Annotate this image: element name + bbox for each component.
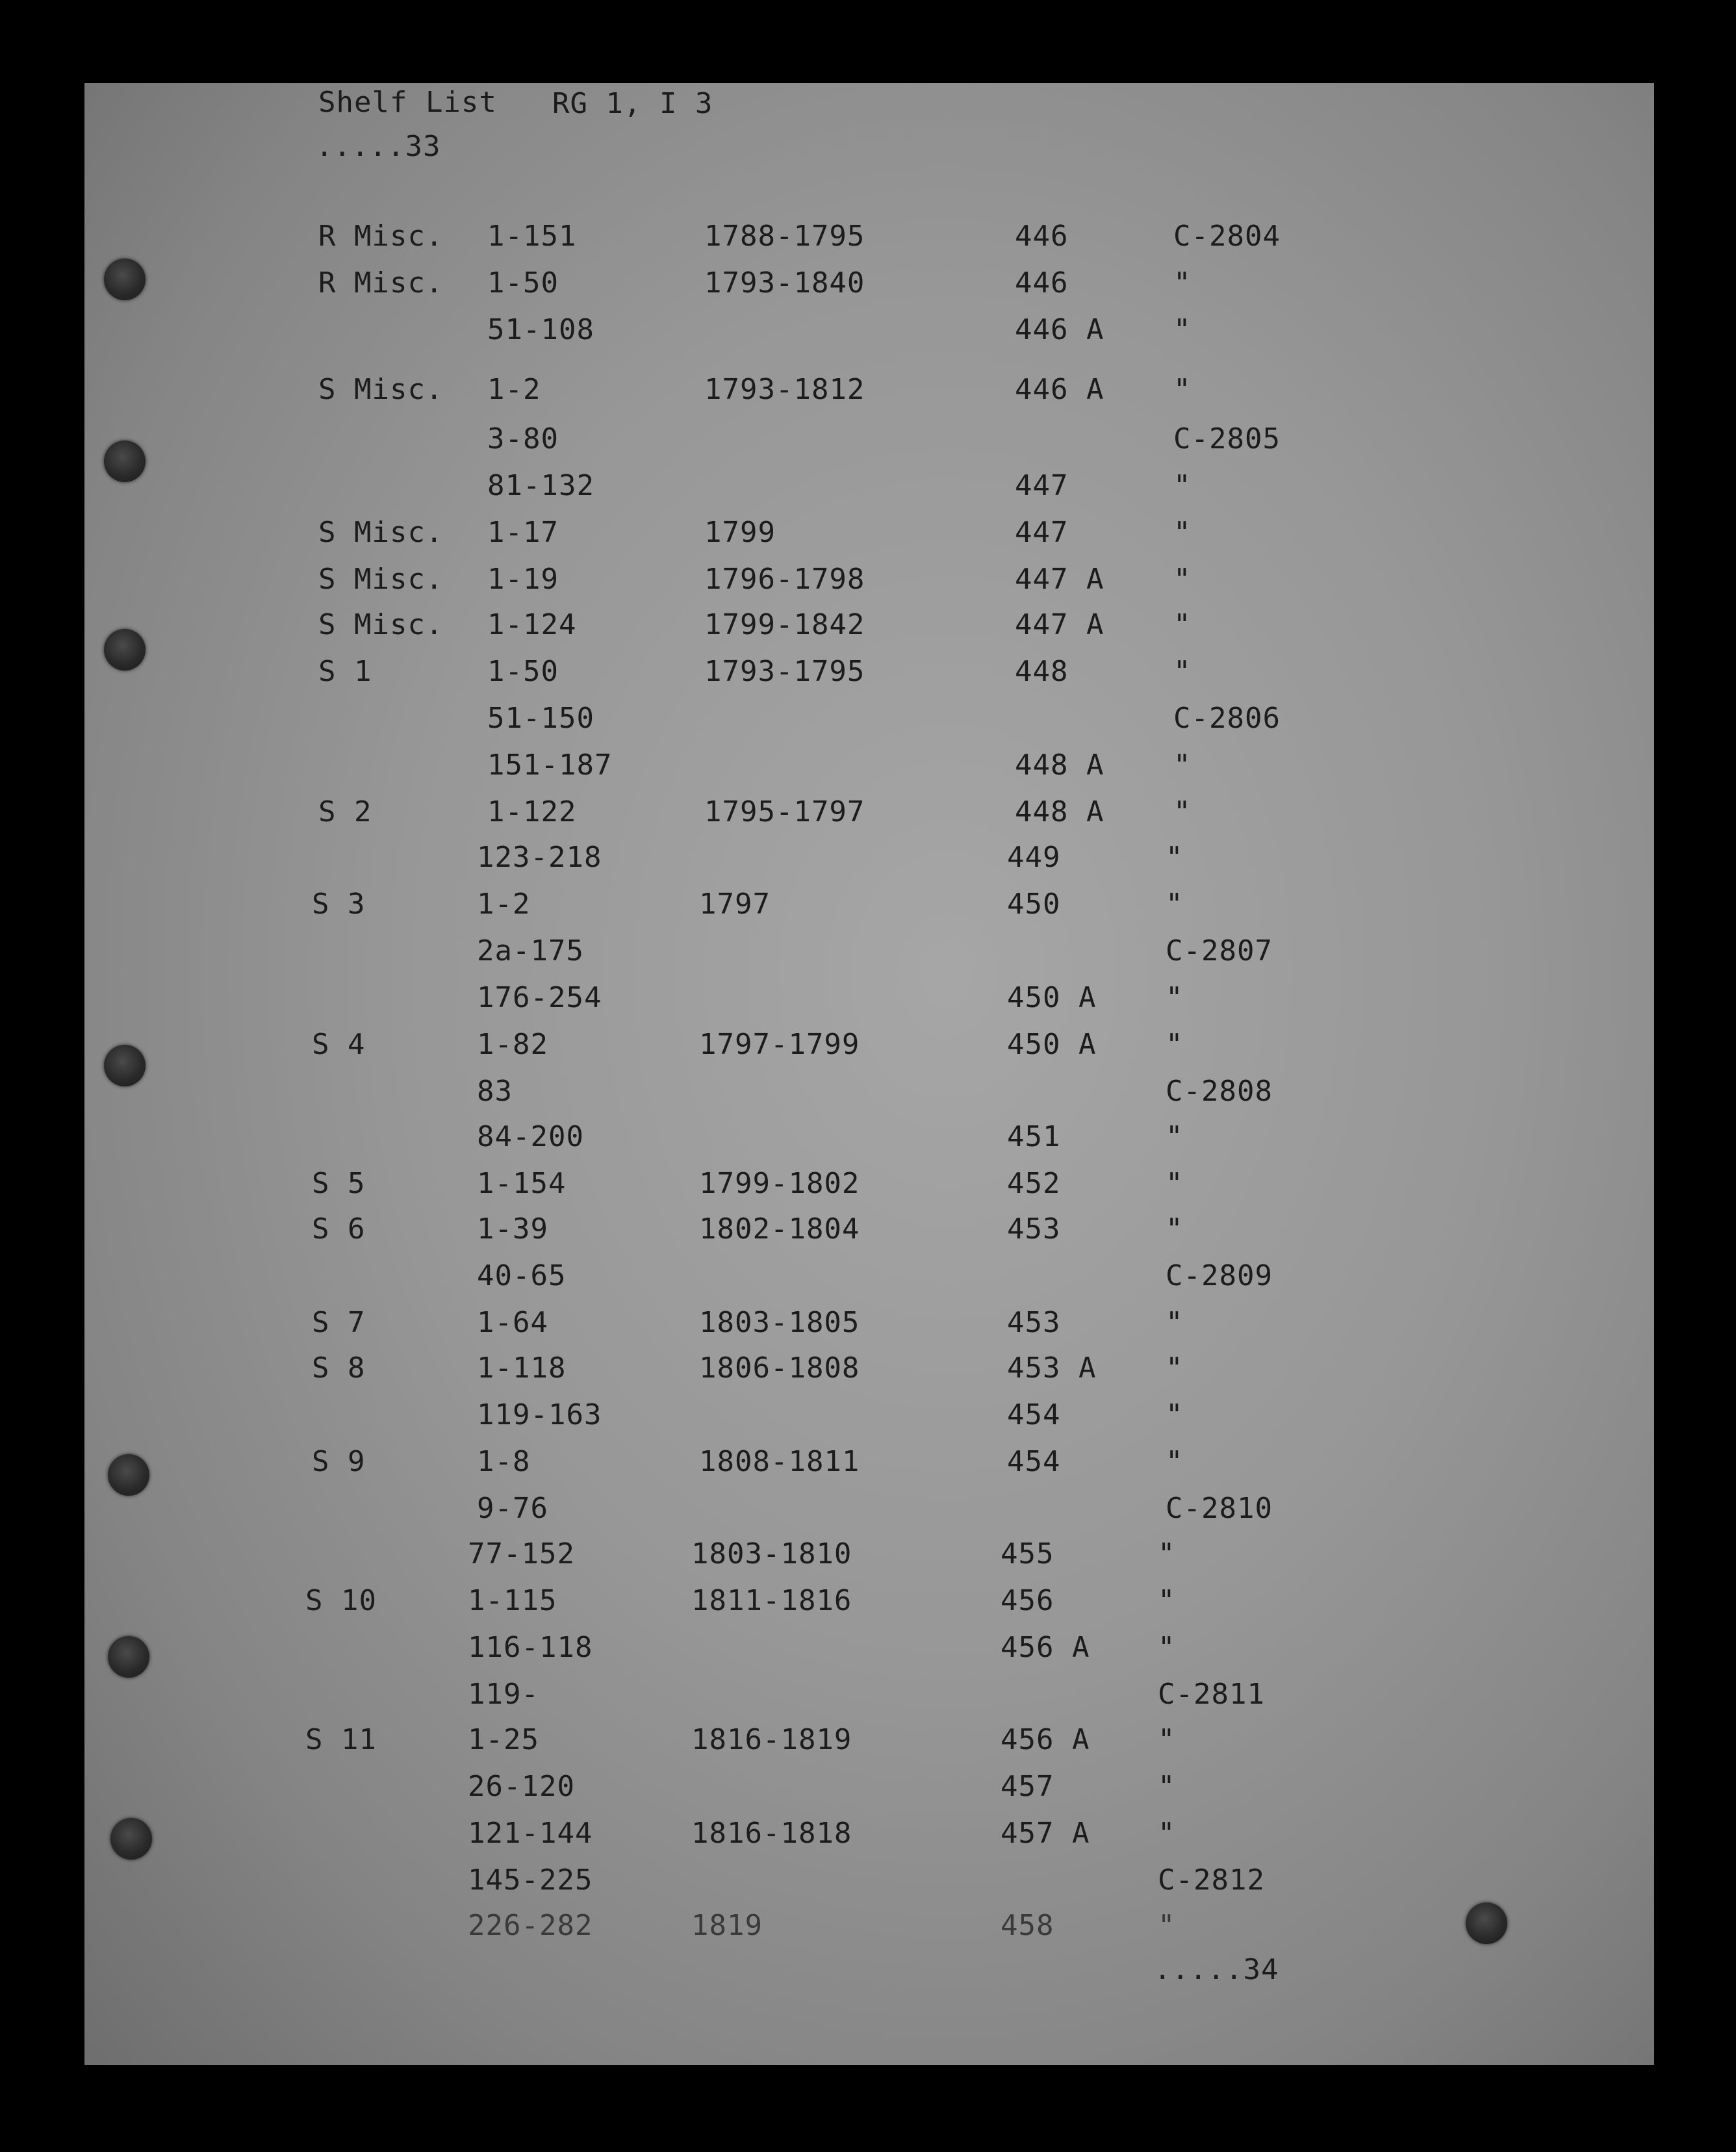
series-cell: R Misc. xyxy=(318,220,444,253)
dates-cell: 1799-1802 xyxy=(699,1167,860,1200)
dates-cell: 1808-1811 xyxy=(699,1445,860,1478)
film-cell: C-2811 xyxy=(1158,1678,1265,1711)
volume-cell: 448 xyxy=(1015,655,1069,688)
series-cell: S Misc. xyxy=(318,563,444,596)
dates-cell: 1803-1810 xyxy=(691,1537,852,1570)
next-page-reference: .....34 xyxy=(1154,1953,1279,1986)
volume-cell: 446 xyxy=(1015,266,1069,300)
numbers-cell: 151-187 xyxy=(487,749,613,782)
film-cell: " xyxy=(1166,841,1184,874)
series-cell: S 1 xyxy=(318,655,372,688)
numbers-cell: 116-118 xyxy=(468,1631,593,1664)
dates-cell: 1797 xyxy=(699,888,771,921)
numbers-cell: 123-218 xyxy=(477,841,602,874)
volume-cell: 447 A xyxy=(1015,563,1104,596)
film-cell: " xyxy=(1173,516,1192,549)
film-cell: " xyxy=(1158,1770,1176,1803)
film-cell: " xyxy=(1158,1631,1176,1664)
numbers-cell: 9-76 xyxy=(477,1492,548,1525)
volume-cell: 454 xyxy=(1007,1398,1061,1431)
volume-cell: 455 xyxy=(1001,1537,1054,1570)
numbers-cell: 121-144 xyxy=(468,1817,593,1850)
dates-cell: 1799-1842 xyxy=(704,608,865,641)
volume-cell: 457 A xyxy=(1001,1817,1090,1850)
numbers-cell: 1-2 xyxy=(477,888,531,921)
film-cell: " xyxy=(1166,1445,1184,1478)
film-cell: " xyxy=(1166,1351,1184,1385)
numbers-cell: 1-19 xyxy=(487,563,559,596)
series-cell: S 8 xyxy=(312,1351,366,1385)
film-cell: " xyxy=(1166,1306,1184,1339)
volume-cell: 447 xyxy=(1015,469,1069,502)
record-group: RG 1, I 3 xyxy=(552,87,713,120)
dates-cell: 1816-1818 xyxy=(691,1817,852,1850)
film-cell: " xyxy=(1158,1584,1176,1617)
film-cell: " xyxy=(1173,266,1192,300)
numbers-cell: 1-8 xyxy=(477,1445,531,1478)
numbers-cell: 51-150 xyxy=(487,702,594,735)
series-cell: S 10 xyxy=(305,1584,377,1617)
volume-cell: 446 A xyxy=(1015,313,1104,346)
binder-hole xyxy=(1466,1902,1507,1944)
volume-cell: 446 xyxy=(1015,220,1069,253)
volume-cell: 450 A xyxy=(1007,1028,1097,1061)
dates-cell: 1816-1819 xyxy=(691,1723,852,1756)
dates-cell: 1803-1805 xyxy=(699,1306,860,1339)
numbers-cell: 119-163 xyxy=(477,1398,602,1431)
page-reference: .....33 xyxy=(316,130,441,163)
dates-cell: 1819 xyxy=(691,1909,763,1942)
numbers-cell: 83 xyxy=(477,1075,513,1108)
numbers-cell: 1-50 xyxy=(487,655,559,688)
film-cell: " xyxy=(1166,1167,1184,1200)
film-cell: C-2804 xyxy=(1173,220,1281,253)
binder-hole xyxy=(104,441,146,482)
numbers-cell: 1-82 xyxy=(477,1028,548,1061)
volume-cell: 453 A xyxy=(1007,1351,1097,1385)
volume-cell: 447 A xyxy=(1015,608,1104,641)
volume-cell: 449 xyxy=(1007,841,1061,874)
series-cell: S 5 xyxy=(312,1167,366,1200)
series-cell: S 7 xyxy=(312,1306,366,1339)
binder-hole xyxy=(108,1636,149,1678)
numbers-cell: 145-225 xyxy=(468,1864,593,1897)
binder-hole xyxy=(104,1045,146,1086)
film-cell: " xyxy=(1166,1398,1184,1431)
numbers-cell: 40-65 xyxy=(477,1259,567,1292)
dates-cell: 1796-1798 xyxy=(704,563,865,596)
film-cell: " xyxy=(1173,608,1192,641)
film-cell: C-2810 xyxy=(1166,1492,1273,1525)
volume-cell: 458 xyxy=(1001,1909,1054,1942)
volume-cell: 450 A xyxy=(1007,981,1097,1014)
dates-cell: 1811-1816 xyxy=(691,1584,852,1617)
numbers-cell: 51-108 xyxy=(487,313,594,346)
dates-cell: 1806-1808 xyxy=(699,1351,860,1385)
dates-cell: 1793-1840 xyxy=(704,266,865,300)
numbers-cell: 77-152 xyxy=(468,1537,575,1570)
series-cell: S 4 xyxy=(312,1028,366,1061)
numbers-cell: 1-64 xyxy=(477,1306,548,1339)
numbers-cell: 1-50 xyxy=(487,266,559,300)
numbers-cell: 3-80 xyxy=(487,422,559,455)
numbers-cell: 1-39 xyxy=(477,1212,548,1246)
dates-cell: 1788-1795 xyxy=(704,220,865,253)
film-cell: " xyxy=(1173,795,1192,828)
film-cell: C-2806 xyxy=(1173,702,1281,735)
film-cell: C-2807 xyxy=(1166,934,1273,967)
film-cell: " xyxy=(1166,981,1184,1014)
film-cell: " xyxy=(1166,1028,1184,1061)
dates-cell: 1799 xyxy=(704,516,776,549)
film-cell: " xyxy=(1173,749,1192,782)
document-page xyxy=(84,83,1654,2065)
volume-cell: 457 xyxy=(1001,1770,1054,1803)
volume-cell: 447 xyxy=(1015,516,1069,549)
series-cell: S Misc. xyxy=(318,373,444,406)
dates-cell: 1793-1812 xyxy=(704,373,865,406)
numbers-cell: 119- xyxy=(468,1678,539,1711)
numbers-cell: 1-154 xyxy=(477,1167,567,1200)
binder-hole xyxy=(108,1454,149,1496)
numbers-cell: 1-124 xyxy=(487,608,577,641)
dates-cell: 1795-1797 xyxy=(704,795,865,828)
dates-cell: 1793-1795 xyxy=(704,655,865,688)
numbers-cell: 84-200 xyxy=(477,1120,584,1153)
volume-cell: 454 xyxy=(1007,1445,1061,1478)
numbers-cell: 1-118 xyxy=(477,1351,567,1385)
film-cell: " xyxy=(1158,1723,1176,1756)
dates-cell: 1802-1804 xyxy=(699,1212,860,1246)
series-cell: S 11 xyxy=(305,1723,377,1756)
binder-hole xyxy=(110,1818,152,1860)
film-cell: " xyxy=(1166,888,1184,921)
film-cell: " xyxy=(1173,563,1192,596)
volume-cell: 448 A xyxy=(1015,795,1104,828)
list-title: Shelf List xyxy=(318,86,497,119)
series-cell: S 2 xyxy=(318,795,372,828)
numbers-cell: 226-282 xyxy=(468,1909,593,1942)
numbers-cell: 176-254 xyxy=(477,981,602,1014)
binder-hole xyxy=(104,629,146,671)
numbers-cell: 1-25 xyxy=(468,1723,539,1756)
film-cell: C-2808 xyxy=(1166,1075,1273,1108)
numbers-cell: 26-120 xyxy=(468,1770,575,1803)
numbers-cell: 1-2 xyxy=(487,373,541,406)
numbers-cell: 2a-175 xyxy=(477,934,584,967)
series-cell: S Misc. xyxy=(318,608,444,641)
series-cell: R Misc. xyxy=(318,266,444,300)
film-cell: " xyxy=(1166,1212,1184,1246)
film-cell: " xyxy=(1166,1120,1184,1153)
volume-cell: 456 xyxy=(1001,1584,1054,1617)
volume-cell: 451 xyxy=(1007,1120,1061,1153)
numbers-cell: 1-17 xyxy=(487,516,559,549)
series-cell: S Misc. xyxy=(318,516,444,549)
film-cell: " xyxy=(1173,313,1192,346)
volume-cell: 448 A xyxy=(1015,749,1104,782)
film-cell: C-2805 xyxy=(1173,422,1281,455)
film-cell: " xyxy=(1158,1909,1176,1942)
volume-cell: 453 xyxy=(1007,1306,1061,1339)
film-cell: C-2809 xyxy=(1166,1259,1273,1292)
volume-cell: 450 xyxy=(1007,888,1061,921)
numbers-cell: 1-151 xyxy=(487,220,577,253)
volume-cell: 452 xyxy=(1007,1167,1061,1200)
series-cell: S 3 xyxy=(312,888,366,921)
volume-cell: 453 xyxy=(1007,1212,1061,1246)
numbers-cell: 1-115 xyxy=(468,1584,557,1617)
series-cell: S 9 xyxy=(312,1445,366,1478)
volume-cell: 456 A xyxy=(1001,1723,1090,1756)
volume-cell: 446 A xyxy=(1015,373,1104,406)
film-cell: " xyxy=(1158,1537,1176,1570)
film-cell: " xyxy=(1173,373,1192,406)
film-cell: C-2812 xyxy=(1158,1864,1265,1897)
film-cell: " xyxy=(1158,1817,1176,1850)
dates-cell: 1797-1799 xyxy=(699,1028,860,1061)
numbers-cell: 1-122 xyxy=(487,795,577,828)
film-cell: " xyxy=(1173,469,1192,502)
film-cell: " xyxy=(1173,655,1192,688)
volume-cell: 456 A xyxy=(1001,1631,1090,1664)
numbers-cell: 81-132 xyxy=(487,469,594,502)
binder-hole xyxy=(104,259,146,300)
series-cell: S 6 xyxy=(312,1212,366,1246)
